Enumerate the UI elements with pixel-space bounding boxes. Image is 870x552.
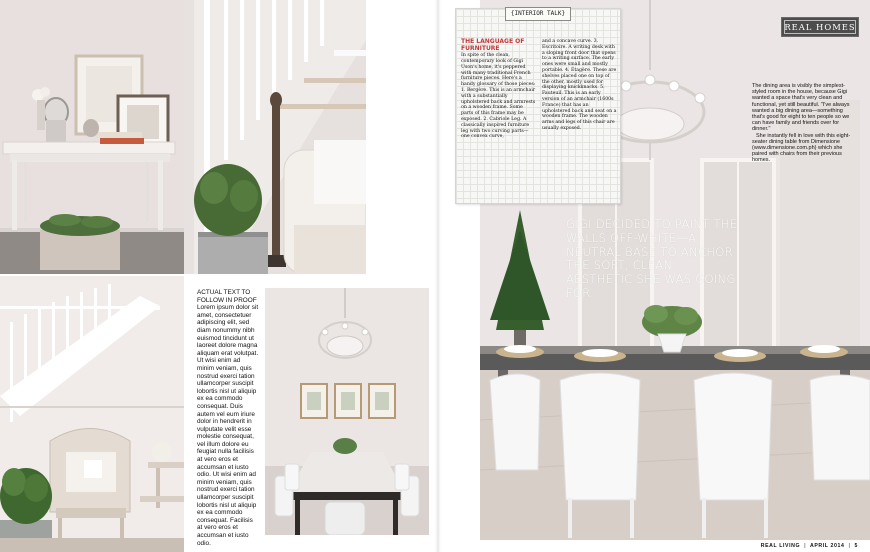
sidebar-heading: THE LANGUAGE OF FURNITURE — [461, 38, 525, 52]
pull-quote: GIGI DECIDED TO PAINT THE WALLS OFF-WHITE—A NEUTRAL BASE TO ANCHOR THE SOFT, CLEAN AESTHETIC SHE WAS GOING FOR. — [566, 217, 738, 300]
article-lead: ACTUAL TEXT TO FOLLOW IN PROOF — [197, 289, 257, 304]
section-badge-label: REAL HOMES — [784, 22, 856, 32]
folio-page-number: 5 — [854, 543, 858, 549]
folio-separator-2: | — [848, 543, 851, 549]
stairs-illustration — [184, 0, 366, 274]
article-body — [197, 289, 259, 547]
folio-publication: REAL LIVING — [760, 543, 801, 549]
section-badge-frame — [784, 20, 856, 34]
photo-dining-small — [265, 288, 429, 535]
sidebar-text-1: In spite of the clean, contemporary look of Gigi Uson's home, it's peppered with many traditional French furniture pieces. Here's a handy glossary of those pieces: 1. Bergère. This is an armchair with a substantially upholstered back and armrests on a wooden frame. Some parts of this frame may be exposed. 2. Cabriole Leg. A classically inspired furniture leg with two curving parts—one convex curve, — [461, 53, 536, 140]
caption-paragraph-2: She instantly fell in love with this eight-seater dining table from Dimensione (www.dimensione.com.ph) which she paired with chairs from their previous homes. — [752, 132, 851, 164]
sidebar-column-2 — [542, 39, 617, 140]
entry-console-illustration — [0, 0, 184, 274]
article-body-text: Lorem ipsum dolor sit amet, consectetuer adipiscing elit, sed diam nonummy nibh euismod tincidunt ut laoreet dolore magna aliquam erat volutpat. Ut wisi enim ad minim veniam, quis nostrud exerci tation ullamcorper suscipit lobortis nisl ut aliquip ex ea commodo consequat. Duis autem vel eum iriure dolor in hendrerit in vulputate velit esse molestie consequat, vel illum dolore eu feugiat nulla facilisis at vero eros et accumsan et iusto odio. Ut wisi enim ad minim veniam, quis nostrud exerci tation ullamcorper suscipit lobortis nisl ut aliquip ex ea commodo consequat. Facilisis at vero eros et accumsan et iusto odio. — [197, 304, 259, 547]
folio-separator: | — [804, 543, 807, 549]
photo-living-room — [0, 276, 184, 552]
folio-date: APRIL 2014 — [810, 543, 845, 549]
sidebar-text-2: and a concave curve. 3. Escritoire. A writing desk with a sloping front door that opens to a writing surface. The early ones were small and mostly portable. 4. Étagère. These are shelves placed one on top of the other, mostly used for displaying knickknacks. 5. Fauteuil. This is an early version of an armchair (1600s France) that has an upholstered back and seat on a wooden frame. The wooden arms and legs of this chair are usually exposed. — [542, 39, 617, 131]
section-badge — [781, 17, 859, 37]
folio — [761, 543, 858, 549]
sidebar-columns — [461, 39, 617, 140]
sidebar-tag: {INTERIOR TALK} — [505, 7, 571, 21]
caption-paragraph-1: The dining area is visibly the simplest-styled room in the house, because Gigi wanted a space that's very clean and functional, yet still beautiful. "I've always wanted a big dining area—something that's good for eight to ten people so we can have family and friends over for dinner." — [752, 83, 850, 133]
sidebar-column-1 — [461, 39, 536, 140]
photo-stairs — [184, 0, 366, 274]
photo-caption — [752, 83, 856, 164]
photo-entry-console — [0, 0, 184, 274]
page-gutter — [435, 0, 441, 552]
dining-small-illustration — [265, 288, 429, 535]
interior-talk-sidebar — [455, 8, 621, 204]
living-room-illustration — [0, 276, 184, 552]
